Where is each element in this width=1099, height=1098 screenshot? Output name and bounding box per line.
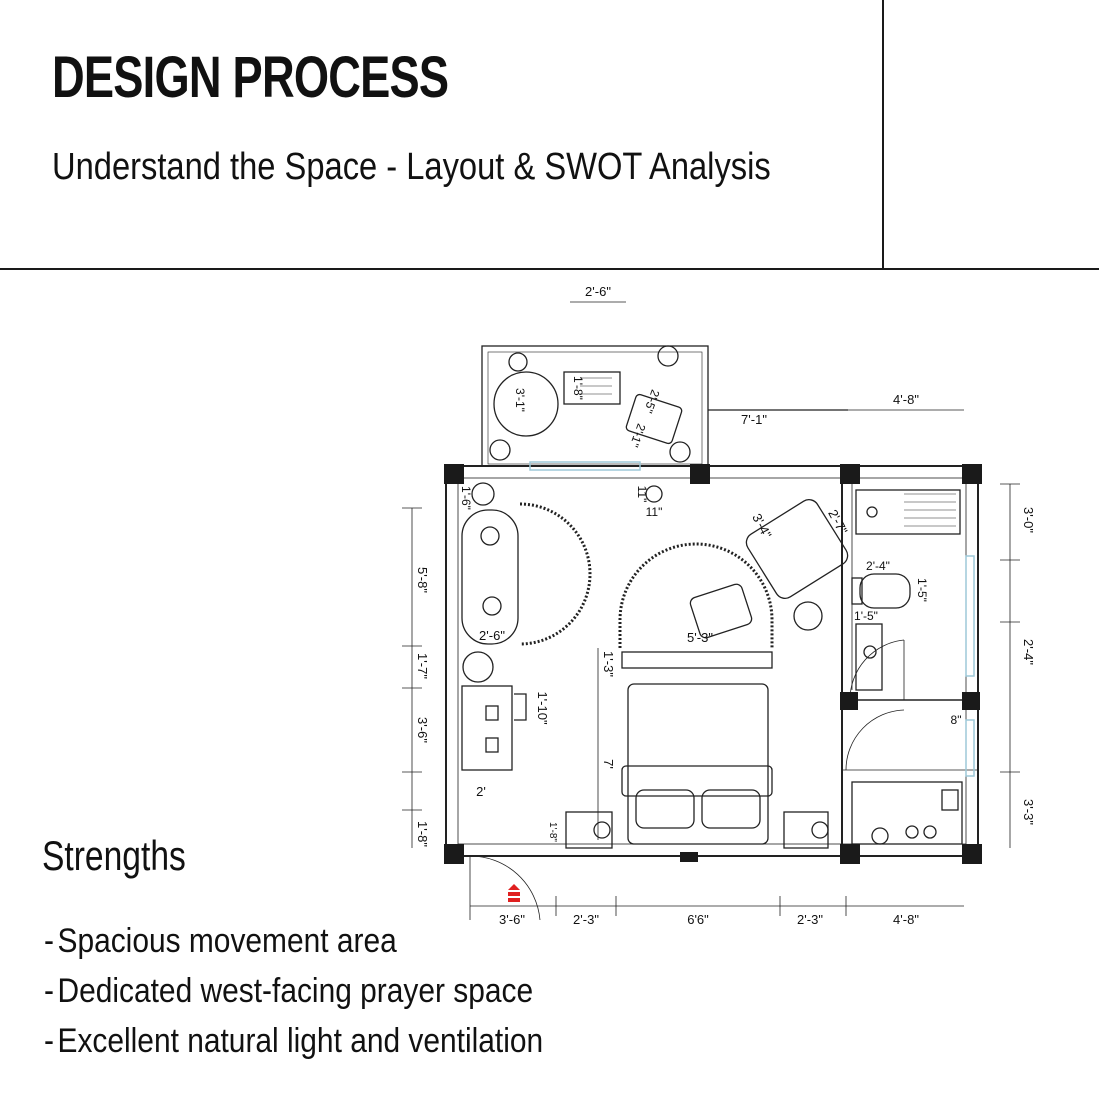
window-right-1 — [966, 556, 974, 676]
label-wall-8: 8" — [950, 713, 962, 727]
dim-left-lower: 3'-6" — [415, 717, 430, 743]
column — [840, 464, 860, 484]
basin — [856, 624, 882, 690]
label-sofa-width: 2'-6" — [479, 628, 505, 643]
column — [962, 464, 982, 484]
vanity — [856, 490, 960, 534]
label-side-table-b: 11" — [645, 505, 663, 519]
label-headboard-gap: 1'-3" — [601, 651, 616, 677]
plant — [509, 353, 527, 371]
column — [444, 844, 464, 864]
column — [690, 464, 710, 484]
dim-top-mid: 7'-1" — [741, 412, 767, 427]
label-prayer-rug: 5'-3" — [687, 630, 713, 645]
dim-top-right: 4'-8" — [893, 392, 919, 407]
column — [444, 464, 464, 484]
label-armchair-a: 3'-4" — [749, 510, 775, 541]
label-sofa-corner: 1'-6" — [459, 486, 473, 510]
strength-text: Spacious movement area — [57, 922, 397, 960]
toilet — [860, 574, 910, 608]
dim-bottom-b: 6'6" — [687, 912, 709, 927]
strength-text: Excellent natural light and ventilation — [57, 1022, 544, 1060]
dim-right-top: 3'-0" — [1021, 507, 1036, 533]
list-item: - Spacious movement area — [44, 922, 397, 960]
dim-right-mid: 2'-4" — [1021, 639, 1036, 665]
label-wc-depth: 1'-5" — [915, 578, 929, 602]
dim-left-bottom: 1'-8" — [415, 821, 430, 847]
label-balcony-chair2-b: 2'-1" — [627, 421, 649, 449]
strengths-list — [44, 916, 611, 1066]
room-outline — [446, 466, 978, 856]
column — [840, 692, 858, 710]
column — [962, 844, 982, 864]
plant — [658, 346, 678, 366]
strengths-heading: Strengths — [42, 832, 186, 879]
dim-left-mid: 1'-7" — [415, 653, 430, 679]
dim-bottom-a: 2'-3" — [573, 912, 599, 927]
sofa — [462, 510, 518, 644]
side-table-a — [472, 483, 494, 505]
dim-bottom-c: 2'-3" — [797, 912, 823, 927]
label-bed-length: 7' — [601, 759, 616, 769]
label-balcony-table: 1'-8" — [571, 376, 585, 400]
label-balcony-chair: 3'-1" — [513, 388, 527, 412]
column — [840, 844, 860, 864]
page-subtitle: Understand the Space - Layout & SWOT Analysis — [52, 146, 771, 188]
dim-left-upper: 5'-8" — [415, 567, 430, 593]
entry-marker — [508, 884, 520, 902]
headboard — [622, 652, 772, 668]
label-desk-depth: 1'-10" — [535, 691, 550, 725]
column — [680, 852, 698, 862]
list-item: - Dedicated west-facing prayer space — [44, 972, 534, 1010]
plant — [670, 442, 690, 462]
nightstand-left — [566, 812, 612, 848]
list-item: - Excellent natural light and ventilation — [44, 1022, 544, 1060]
plant — [794, 602, 822, 630]
label-balcony-chair2-a: 2'-5" — [641, 387, 663, 415]
dim-right-bottom: 3'-3" — [1021, 799, 1036, 825]
round-rug — [520, 504, 590, 644]
label-nightstand: 1'-8" — [547, 822, 558, 842]
label-desk-width: 2' — [476, 784, 486, 799]
header-divider — [882, 0, 884, 270]
dim-bottom-door: 3'-6" — [499, 912, 525, 927]
nightstand-right — [784, 812, 828, 848]
label-wc-width: 2'-4" — [866, 559, 890, 573]
side-table-c — [463, 652, 493, 682]
label-side-table-a: 11" — [635, 485, 649, 503]
dim-top-balcony: 2'-6" — [585, 284, 611, 299]
column — [962, 692, 980, 710]
desk — [462, 686, 512, 770]
strength-text: Dedicated west-facing prayer space — [57, 972, 534, 1010]
bed — [628, 684, 768, 844]
plant — [490, 440, 510, 460]
page-title: DESIGN PROCESS — [52, 45, 449, 110]
window-right-2 — [966, 720, 974, 776]
dim-bottom-d: 4'-8" — [893, 912, 919, 927]
label-basin: 1'-5" — [854, 609, 878, 623]
label-armchair-b: 2'-7" — [825, 506, 851, 537]
